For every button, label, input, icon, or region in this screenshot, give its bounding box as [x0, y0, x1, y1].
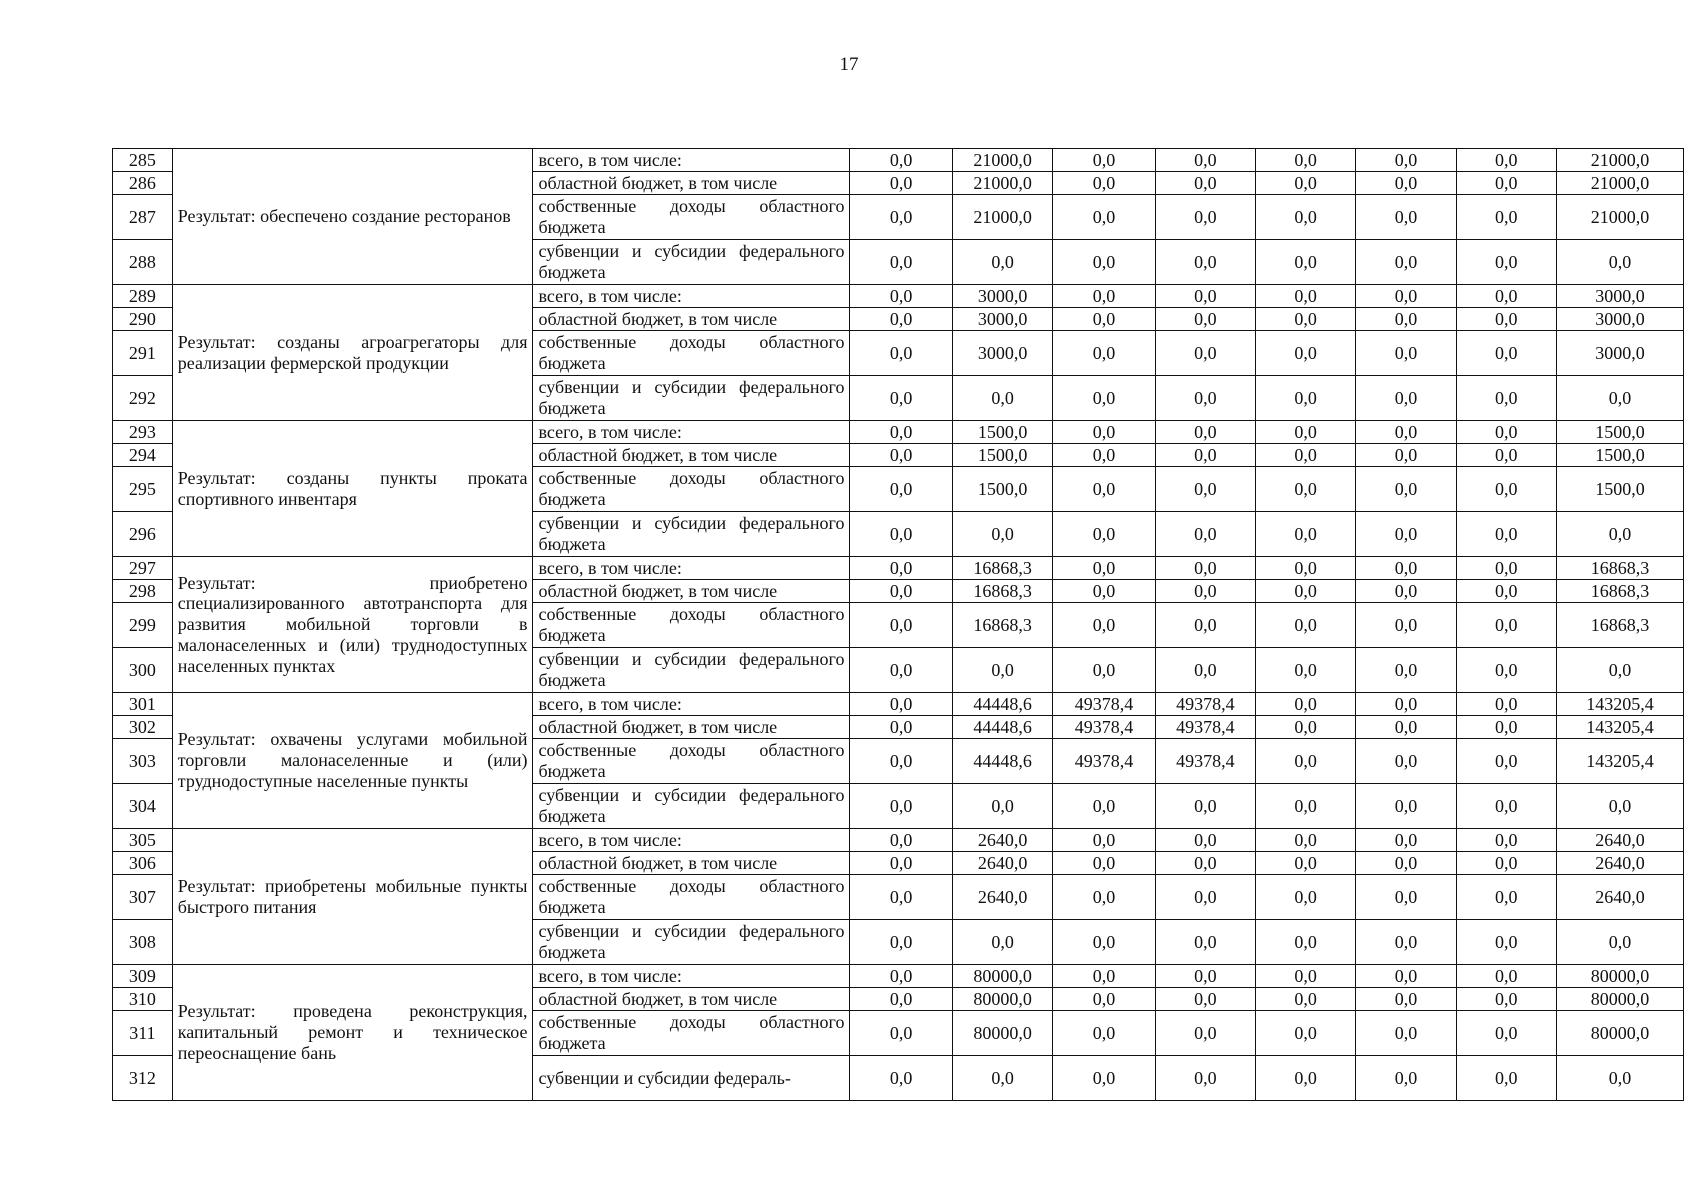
- value-cell: 0,0: [1155, 557, 1255, 580]
- value-cell: 0,0: [1255, 988, 1355, 1011]
- value-cell: 1500,0: [952, 421, 1052, 444]
- funding-category: собственные доходы областного бюджета: [533, 875, 850, 920]
- value-cell: 0,0: [850, 852, 952, 875]
- value-cell: 0,0: [1155, 988, 1255, 1011]
- result-description: Результат: обеспечено создание ресторанов: [172, 149, 533, 285]
- row-number: 289: [113, 285, 173, 308]
- value-cell: 0,0: [1053, 557, 1155, 580]
- value-cell: 0,0: [1456, 240, 1556, 285]
- table-body: [113, 149, 1684, 1101]
- total-value-cell: 1500,0: [1556, 421, 1683, 444]
- value-cell: 0,0: [1053, 376, 1155, 421]
- value-cell: 0,0: [1155, 1056, 1255, 1101]
- funding-category: областной бюджет, в том числе: [533, 716, 850, 739]
- value-cell: 0,0: [1255, 149, 1355, 172]
- value-cell: 0,0: [1053, 875, 1155, 920]
- total-value-cell: 0,0: [1556, 1056, 1683, 1101]
- total-value-cell: 0,0: [1556, 240, 1683, 285]
- value-cell: 0,0: [1456, 1011, 1556, 1056]
- value-cell: 0,0: [850, 240, 952, 285]
- row-number: 298: [113, 580, 173, 603]
- value-cell: 0,0: [1053, 920, 1155, 965]
- value-cell: 0,0: [1155, 648, 1255, 693]
- value-cell: 0,0: [1053, 1056, 1155, 1101]
- funding-category: субвенции и субсидии федерального бюджета: [533, 240, 850, 285]
- value-cell: 16868,3: [952, 580, 1052, 603]
- value-cell: 0,0: [1356, 308, 1456, 331]
- value-cell: 0,0: [1356, 920, 1456, 965]
- value-cell: 0,0: [952, 920, 1052, 965]
- value-cell: 0,0: [1356, 988, 1456, 1011]
- value-cell: 0,0: [1456, 716, 1556, 739]
- value-cell: 0,0: [850, 875, 952, 920]
- funding-category: субвенции и субсидии федераль-: [533, 1056, 850, 1101]
- value-cell: 0,0: [1155, 331, 1255, 376]
- value-cell: 0,0: [1053, 444, 1155, 467]
- row-number: 294: [113, 444, 173, 467]
- value-cell: 0,0: [1456, 444, 1556, 467]
- funding-category: собственные доходы областного бюджета: [533, 331, 850, 376]
- funding-category: областной бюджет, в том числе: [533, 172, 850, 195]
- value-cell: 0,0: [1255, 285, 1355, 308]
- value-cell: 0,0: [1356, 376, 1456, 421]
- value-cell: 0,0: [1356, 557, 1456, 580]
- value-cell: 0,0: [1053, 648, 1155, 693]
- table-row: [113, 149, 1684, 172]
- total-value-cell: 2640,0: [1556, 829, 1683, 852]
- value-cell: 0,0: [1356, 512, 1456, 557]
- value-cell: 16868,3: [952, 603, 1052, 648]
- value-cell: 1500,0: [952, 444, 1052, 467]
- table-row: [113, 557, 1684, 580]
- value-cell: 0,0: [1053, 512, 1155, 557]
- funding-category: субвенции и субсидии федерального бюджета: [533, 376, 850, 421]
- value-cell: 0,0: [1155, 829, 1255, 852]
- value-cell: 0,0: [1255, 784, 1355, 829]
- value-cell: 0,0: [1356, 875, 1456, 920]
- value-cell: 0,0: [850, 308, 952, 331]
- funding-category: областной бюджет, в том числе: [533, 444, 850, 467]
- value-cell: 0,0: [1356, 444, 1456, 467]
- total-value-cell: 80000,0: [1556, 965, 1683, 988]
- value-cell: 0,0: [1053, 603, 1155, 648]
- row-number: 300: [113, 648, 173, 693]
- value-cell: 0,0: [1053, 988, 1155, 1011]
- value-cell: 0,0: [1155, 444, 1255, 467]
- funding-category: всего, в том числе:: [533, 693, 850, 716]
- value-cell: 0,0: [850, 648, 952, 693]
- value-cell: 0,0: [1456, 875, 1556, 920]
- value-cell: 0,0: [1255, 648, 1355, 693]
- value-cell: 0,0: [850, 421, 952, 444]
- value-cell: 0,0: [1456, 693, 1556, 716]
- value-cell: 0,0: [850, 467, 952, 512]
- value-cell: 0,0: [1053, 172, 1155, 195]
- total-value-cell: 80000,0: [1556, 1011, 1683, 1056]
- funding-category: субвенции и субсидии федерального бюджета: [533, 784, 850, 829]
- value-cell: 16868,3: [952, 557, 1052, 580]
- value-cell: 3000,0: [952, 331, 1052, 376]
- value-cell: 0,0: [1456, 965, 1556, 988]
- row-number: 310: [113, 988, 173, 1011]
- value-cell: 0,0: [1456, 988, 1556, 1011]
- funding-category: собственные доходы областного бюджета: [533, 195, 850, 240]
- funding-category: всего, в том числе:: [533, 557, 850, 580]
- total-value-cell: 143205,4: [1556, 693, 1683, 716]
- value-cell: 0,0: [1456, 285, 1556, 308]
- value-cell: 0,0: [1356, 784, 1456, 829]
- value-cell: 0,0: [1255, 376, 1355, 421]
- value-cell: 0,0: [850, 829, 952, 852]
- funding-category: собственные доходы областного бюджета: [533, 603, 850, 648]
- value-cell: 0,0: [1053, 195, 1155, 240]
- total-value-cell: 3000,0: [1556, 331, 1683, 376]
- value-cell: 0,0: [1456, 829, 1556, 852]
- value-cell: 0,0: [1255, 421, 1355, 444]
- funding-category: субвенции и субсидии федерального бюджета: [533, 648, 850, 693]
- value-cell: 2640,0: [952, 852, 1052, 875]
- value-cell: 21000,0: [952, 172, 1052, 195]
- total-value-cell: 80000,0: [1556, 988, 1683, 1011]
- value-cell: 0,0: [1255, 580, 1355, 603]
- total-value-cell: 0,0: [1556, 784, 1683, 829]
- value-cell: 0,0: [1155, 965, 1255, 988]
- value-cell: 0,0: [1456, 149, 1556, 172]
- value-cell: 0,0: [1255, 1011, 1355, 1056]
- value-cell: 80000,0: [952, 988, 1052, 1011]
- table-row: [113, 965, 1684, 988]
- value-cell: 49378,4: [1053, 716, 1155, 739]
- value-cell: 0,0: [1053, 308, 1155, 331]
- value-cell: 0,0: [1155, 875, 1255, 920]
- row-number: 293: [113, 421, 173, 444]
- row-number: 303: [113, 739, 173, 784]
- value-cell: 80000,0: [952, 1011, 1052, 1056]
- value-cell: 0,0: [1456, 195, 1556, 240]
- total-value-cell: 1500,0: [1556, 467, 1683, 512]
- result-description: Результат: приобретены мобильные пункты быстрого питания: [172, 829, 533, 965]
- funding-category: областной бюджет, в том числе: [533, 580, 850, 603]
- row-number: 302: [113, 716, 173, 739]
- total-value-cell: 16868,3: [1556, 557, 1683, 580]
- budget-table: [112, 148, 1684, 1101]
- total-value-cell: 16868,3: [1556, 580, 1683, 603]
- value-cell: 0,0: [1053, 580, 1155, 603]
- value-cell: 0,0: [1456, 512, 1556, 557]
- value-cell: 0,0: [1155, 195, 1255, 240]
- value-cell: 0,0: [1356, 739, 1456, 784]
- value-cell: 0,0: [1356, 603, 1456, 648]
- value-cell: 0,0: [1155, 603, 1255, 648]
- value-cell: 0,0: [1255, 739, 1355, 784]
- value-cell: 0,0: [1456, 172, 1556, 195]
- total-value-cell: 143205,4: [1556, 739, 1683, 784]
- value-cell: 0,0: [1053, 1011, 1155, 1056]
- total-value-cell: 3000,0: [1556, 308, 1683, 331]
- table-row: [113, 421, 1684, 444]
- funding-category: всего, в том числе:: [533, 149, 850, 172]
- row-number: 297: [113, 557, 173, 580]
- value-cell: 0,0: [850, 920, 952, 965]
- value-cell: 0,0: [1456, 603, 1556, 648]
- value-cell: 0,0: [1356, 421, 1456, 444]
- row-number: 291: [113, 331, 173, 376]
- value-cell: 21000,0: [952, 149, 1052, 172]
- value-cell: 0,0: [1155, 467, 1255, 512]
- value-cell: 0,0: [1255, 875, 1355, 920]
- value-cell: 2640,0: [952, 829, 1052, 852]
- value-cell: 0,0: [1155, 149, 1255, 172]
- value-cell: 0,0: [1255, 308, 1355, 331]
- value-cell: 2640,0: [952, 875, 1052, 920]
- value-cell: 0,0: [1255, 240, 1355, 285]
- value-cell: 0,0: [1053, 421, 1155, 444]
- total-value-cell: 0,0: [1556, 512, 1683, 557]
- value-cell: 0,0: [1255, 195, 1355, 240]
- value-cell: 0,0: [1255, 603, 1355, 648]
- row-number: 288: [113, 240, 173, 285]
- table-row: [113, 285, 1684, 308]
- value-cell: 0,0: [1053, 240, 1155, 285]
- value-cell: 0,0: [850, 444, 952, 467]
- funding-category: областной бюджет, в том числе: [533, 852, 850, 875]
- value-cell: 0,0: [850, 965, 952, 988]
- table-row: [113, 693, 1684, 716]
- funding-category: всего, в том числе:: [533, 421, 850, 444]
- funding-category: всего, в том числе:: [533, 965, 850, 988]
- value-cell: 0,0: [1356, 1056, 1456, 1101]
- value-cell: 0,0: [1155, 512, 1255, 557]
- value-cell: 0,0: [850, 285, 952, 308]
- funding-category: областной бюджет, в том числе: [533, 988, 850, 1011]
- value-cell: 0,0: [850, 693, 952, 716]
- row-number: 305: [113, 829, 173, 852]
- row-number: 299: [113, 603, 173, 648]
- value-cell: 80000,0: [952, 965, 1052, 988]
- value-cell: 0,0: [1255, 444, 1355, 467]
- value-cell: 0,0: [1456, 557, 1556, 580]
- row-number: 292: [113, 376, 173, 421]
- value-cell: 0,0: [1155, 285, 1255, 308]
- total-value-cell: 21000,0: [1556, 195, 1683, 240]
- value-cell: 0,0: [1356, 648, 1456, 693]
- value-cell: 0,0: [850, 512, 952, 557]
- value-cell: 0,0: [952, 784, 1052, 829]
- value-cell: 0,0: [850, 784, 952, 829]
- value-cell: 0,0: [1053, 149, 1155, 172]
- value-cell: 0,0: [1456, 467, 1556, 512]
- value-cell: 0,0: [1255, 716, 1355, 739]
- value-cell: 0,0: [1356, 829, 1456, 852]
- value-cell: 0,0: [850, 739, 952, 784]
- value-cell: 0,0: [1356, 693, 1456, 716]
- result-description: Результат: проведена реконструкция, капитальный ремонт и техническое переоснащение бань: [172, 965, 533, 1101]
- value-cell: 0,0: [1155, 1011, 1255, 1056]
- value-cell: 0,0: [1155, 920, 1255, 965]
- value-cell: 0,0: [1255, 557, 1355, 580]
- row-number: 306: [113, 852, 173, 875]
- value-cell: 0,0: [1255, 965, 1355, 988]
- value-cell: 0,0: [1255, 920, 1355, 965]
- value-cell: 0,0: [1053, 331, 1155, 376]
- value-cell: 0,0: [850, 580, 952, 603]
- total-value-cell: 0,0: [1556, 376, 1683, 421]
- result-description: Результат: созданы пункты проката спортивного инвентаря: [172, 421, 533, 557]
- value-cell: 0,0: [1155, 784, 1255, 829]
- total-value-cell: 143205,4: [1556, 716, 1683, 739]
- value-cell: 44448,6: [952, 739, 1052, 784]
- page-number: 17: [839, 54, 859, 75]
- value-cell: 0,0: [850, 172, 952, 195]
- value-cell: 0,0: [850, 1056, 952, 1101]
- value-cell: 0,0: [1053, 829, 1155, 852]
- value-cell: 0,0: [1356, 172, 1456, 195]
- row-number: 286: [113, 172, 173, 195]
- row-number: 307: [113, 875, 173, 920]
- value-cell: 0,0: [1255, 467, 1355, 512]
- value-cell: 49378,4: [1155, 739, 1255, 784]
- value-cell: 0,0: [1356, 580, 1456, 603]
- value-cell: 0,0: [1155, 172, 1255, 195]
- value-cell: 0,0: [850, 195, 952, 240]
- value-cell: 0,0: [1356, 1011, 1456, 1056]
- value-cell: 0,0: [1356, 149, 1456, 172]
- total-value-cell: 0,0: [1556, 920, 1683, 965]
- row-number: 287: [113, 195, 173, 240]
- funding-category: собственные доходы областного бюджета: [533, 1011, 850, 1056]
- value-cell: 0,0: [850, 603, 952, 648]
- value-cell: 0,0: [952, 376, 1052, 421]
- value-cell: 0,0: [1356, 965, 1456, 988]
- result-description: Результат: созданы агроагрегаторы для реализации фермерской продукции: [172, 285, 533, 421]
- funding-category: всего, в том числе:: [533, 829, 850, 852]
- value-cell: 0,0: [1456, 1056, 1556, 1101]
- value-cell: 0,0: [1255, 1056, 1355, 1101]
- total-value-cell: 3000,0: [1556, 285, 1683, 308]
- row-number: 301: [113, 693, 173, 716]
- row-number: 295: [113, 467, 173, 512]
- value-cell: 0,0: [1255, 512, 1355, 557]
- row-number: 311: [113, 1011, 173, 1056]
- total-value-cell: 2640,0: [1556, 852, 1683, 875]
- value-cell: 0,0: [850, 331, 952, 376]
- value-cell: 0,0: [850, 1011, 952, 1056]
- value-cell: 0,0: [952, 648, 1052, 693]
- value-cell: 44448,6: [952, 693, 1052, 716]
- value-cell: 0,0: [1053, 784, 1155, 829]
- value-cell: 0,0: [952, 240, 1052, 285]
- value-cell: 0,0: [1155, 308, 1255, 331]
- funding-category: собственные доходы областного бюджета: [533, 467, 850, 512]
- value-cell: 0,0: [1255, 172, 1355, 195]
- value-cell: 0,0: [850, 149, 952, 172]
- value-cell: 44448,6: [952, 716, 1052, 739]
- value-cell: 0,0: [1155, 852, 1255, 875]
- value-cell: 49378,4: [1155, 693, 1255, 716]
- funding-category: собственные доходы областного бюджета: [533, 739, 850, 784]
- row-number: 296: [113, 512, 173, 557]
- total-value-cell: 0,0: [1556, 648, 1683, 693]
- value-cell: 0,0: [952, 1056, 1052, 1101]
- value-cell: 0,0: [850, 376, 952, 421]
- value-cell: 0,0: [1456, 784, 1556, 829]
- value-cell: 0,0: [1053, 852, 1155, 875]
- funding-category: всего, в том числе:: [533, 285, 850, 308]
- total-value-cell: 21000,0: [1556, 149, 1683, 172]
- value-cell: 0,0: [1155, 240, 1255, 285]
- value-cell: 0,0: [1356, 852, 1456, 875]
- value-cell: 0,0: [1456, 308, 1556, 331]
- value-cell: 49378,4: [1053, 739, 1155, 784]
- value-cell: 0,0: [1456, 739, 1556, 784]
- result-description: Результат: приобретено специализированного автотранспорта для развития мобильной торговли в малонаселенных и (или) труднодоступных населенных пунктах: [172, 557, 533, 693]
- value-cell: 0,0: [1456, 331, 1556, 376]
- total-value-cell: 21000,0: [1556, 172, 1683, 195]
- row-number: 304: [113, 784, 173, 829]
- funding-category: субвенции и субсидии федерального бюджета: [533, 920, 850, 965]
- value-cell: 49378,4: [1053, 693, 1155, 716]
- value-cell: 0,0: [1053, 965, 1155, 988]
- value-cell: 0,0: [1456, 376, 1556, 421]
- total-value-cell: 16868,3: [1556, 603, 1683, 648]
- value-cell: 0,0: [850, 988, 952, 1011]
- value-cell: 0,0: [1356, 467, 1456, 512]
- row-number: 309: [113, 965, 173, 988]
- row-number: 308: [113, 920, 173, 965]
- value-cell: 0,0: [1255, 331, 1355, 376]
- value-cell: 0,0: [1155, 421, 1255, 444]
- value-cell: 0,0: [1356, 240, 1456, 285]
- value-cell: 49378,4: [1155, 716, 1255, 739]
- value-cell: 0,0: [952, 512, 1052, 557]
- value-cell: 0,0: [1456, 852, 1556, 875]
- result-description: Результат: охвачены услугами мобильной торговли малонаселенные и (или) труднодоступные населенные пункты: [172, 693, 533, 829]
- total-value-cell: 2640,0: [1556, 875, 1683, 920]
- value-cell: 3000,0: [952, 285, 1052, 308]
- value-cell: 0,0: [1456, 648, 1556, 693]
- value-cell: 0,0: [1356, 195, 1456, 240]
- value-cell: 0,0: [1255, 829, 1355, 852]
- funding-category: областной бюджет, в том числе: [533, 308, 850, 331]
- value-cell: 0,0: [1456, 421, 1556, 444]
- value-cell: 0,0: [850, 716, 952, 739]
- value-cell: 0,0: [1053, 467, 1155, 512]
- table-row: [113, 829, 1684, 852]
- funding-category: субвенции и субсидии федерального бюджета: [533, 512, 850, 557]
- value-cell: 0,0: [1356, 285, 1456, 308]
- value-cell: 0,0: [1155, 376, 1255, 421]
- value-cell: 0,0: [1255, 852, 1355, 875]
- total-value-cell: 1500,0: [1556, 444, 1683, 467]
- row-number: 285: [113, 149, 173, 172]
- value-cell: 0,0: [1456, 920, 1556, 965]
- value-cell: 0,0: [1053, 285, 1155, 308]
- value-cell: 0,0: [850, 557, 952, 580]
- value-cell: 0,0: [1356, 716, 1456, 739]
- value-cell: 0,0: [1155, 580, 1255, 603]
- row-number: 312: [113, 1056, 173, 1101]
- value-cell: 21000,0: [952, 195, 1052, 240]
- value-cell: 0,0: [1456, 580, 1556, 603]
- row-number: 290: [113, 308, 173, 331]
- value-cell: 0,0: [1356, 331, 1456, 376]
- value-cell: 0,0: [1255, 693, 1355, 716]
- value-cell: 3000,0: [952, 308, 1052, 331]
- value-cell: 1500,0: [952, 467, 1052, 512]
